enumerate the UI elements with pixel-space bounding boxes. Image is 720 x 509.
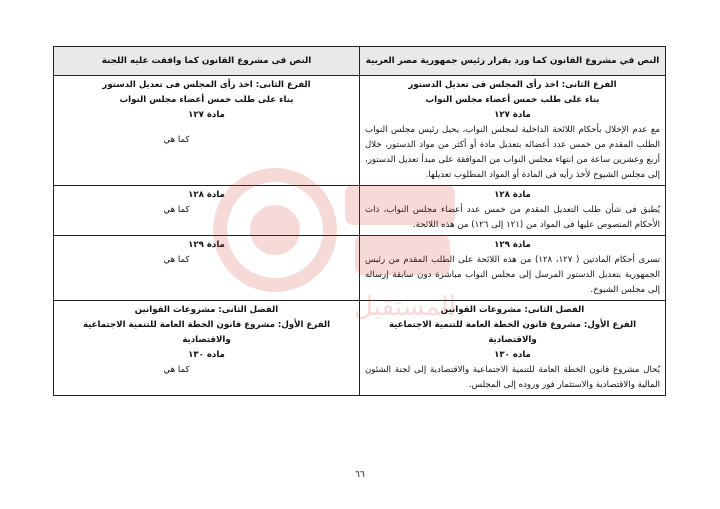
article-number: مادة ١٢٧ xyxy=(188,110,225,120)
article-text: كما هي xyxy=(163,365,190,375)
chapter-title: الفصل الثانى: مشروعات القوانين xyxy=(134,305,279,315)
table-row xyxy=(54,301,666,396)
cell-right xyxy=(360,186,666,236)
section-subtitle: بناء على طلب خمس أعضاء مجلس النواب xyxy=(119,95,294,105)
table-header-row xyxy=(54,47,666,76)
header-left: النص فى مشروع القانون كما وافقت عليه اللجنة xyxy=(54,47,360,76)
table-row xyxy=(54,186,666,236)
table-row xyxy=(54,76,666,186)
cell-right xyxy=(360,301,666,396)
cell-left xyxy=(54,76,360,186)
article-number: مادة ١٢٨ xyxy=(188,190,225,200)
article-text: كما هي xyxy=(163,255,190,265)
cell-right xyxy=(360,76,666,186)
section-title: الفرع الثانى: اخذ رأى المجلس فى تعديل الدستور xyxy=(408,80,617,90)
chapter-title: الفصل الثانى: مشروعات القوانين xyxy=(440,305,585,315)
comparison-table xyxy=(53,46,666,396)
cell-right xyxy=(360,236,666,301)
table-row xyxy=(54,236,666,301)
article-number: ماده ١٣٠ xyxy=(188,350,225,360)
watermark-text: المستقبل xyxy=(354,292,456,322)
article-number: مادة ١٢٩ xyxy=(188,240,225,250)
header-right: النص في مشروع القانون كما ورد بقرار رئيس جمهورية مصر العربية xyxy=(360,47,666,76)
article-text: كما هي xyxy=(163,205,190,215)
section-subtitle: بناء على طلب خمس أعضاء مجلس النواب xyxy=(425,95,600,105)
document-page xyxy=(53,46,665,396)
article-text: مع عدم الإخلال بأحكام اللائحة الداخلية لمجلس النواب، يحيل رئيس مجلس النواب الطلب المقدم من خمس عدد أعضائه بتعديل مادة أو أكثر من مواد الدستور، خلال أربع وعشرين ساعة من انتهاء مجلس النواب من الموافقة على مبدأ تعديل الدستور، إلى مجلس الشيوخ لأخذ رأيه فى المادة أو المواد المطلوب تعديلها. xyxy=(365,125,660,180)
article-text: يُطبق فى شأن طلب التعديل المقدم من خمس عدد أعضاء مجلس النواب، ذات الأحكام المنصوص عليها فى المواد من (١٢١ إلى ١٢٦) من هذه اللائحة. xyxy=(365,205,660,230)
section-title: الفرع الأول: مشروع قانون الخطة العامة للتنمية الاجتماعية والاقتصادية xyxy=(388,320,637,345)
article-number: مادة ١٢٩ xyxy=(494,240,531,250)
article-number: ماده ١٣٠ xyxy=(494,350,531,360)
article-number: مادة ١٢٨ xyxy=(494,190,531,200)
cell-left xyxy=(54,301,360,396)
article-text: كما هي xyxy=(163,135,190,145)
article-text: يُحال مشروع قانون الخطة العامة للتنمية الاجتماعية والاقتصادية إلى لجنة الشئون المالية والاقتصادية والاستثمار فور وروده إلى المجلس. xyxy=(365,365,660,390)
section-title: الفرع الثانى: اخذ رأى المجلس فى تعديل الدستور xyxy=(102,80,311,90)
cell-left xyxy=(54,236,360,301)
cell-left xyxy=(54,186,360,236)
article-number: مادة ١٢٧ xyxy=(494,110,531,120)
article-text: تسرى أحكام المادتين ( ١٢٧، ١٢٨) من هذه اللائحة على الطلب المقدم من رئيس الجمهورية بتعديل الدستور المرسل إلى مجلس النواب مباشرة دون سابقة إرساله إلى مجلس الشيوخ. xyxy=(365,255,660,295)
section-title: الفرع الأول: مشروع قانون الخطة العامة للتنمية الاجتماعية والاقتصادية xyxy=(82,320,331,345)
page-number: ٦٦ xyxy=(355,470,365,480)
